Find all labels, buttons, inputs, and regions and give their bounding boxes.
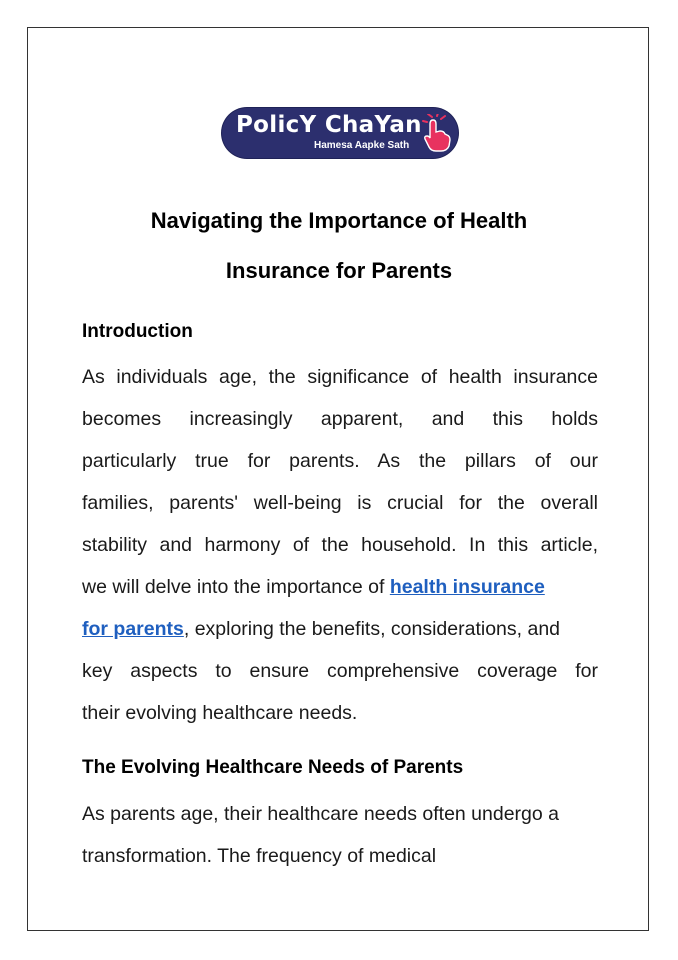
section2-line-1: As parents age, their healthcare needs often undergo a xyxy=(82,803,559,825)
intro-line-6-text: we will delve into the importance of xyxy=(82,576,390,598)
page-border xyxy=(27,27,649,931)
intro-line-5: stability and harmony of the household. In this article, xyxy=(82,534,598,556)
logo-brand-text: PolicY ChaYan xyxy=(236,112,422,138)
intro-line-8: key aspects to ensure comprehensive coverage for xyxy=(82,660,598,682)
health-insurance-link-part1[interactable]: health insurance xyxy=(389,576,545,598)
intro-line-1: As individuals age, the significance of health insurance xyxy=(82,366,598,388)
page-title-line2: Insurance for Parents xyxy=(225,258,453,283)
intro-line-9: their evolving healthcare needs. xyxy=(82,702,358,724)
introduction-heading: Introduction xyxy=(82,321,193,342)
section2-line-2: transformation. The frequency of medical xyxy=(82,845,437,867)
logo-tagline: Hamesa Aapke Sath xyxy=(314,140,410,151)
intro-line-7-text: , exploring the benefits, considerations, and xyxy=(183,618,561,640)
policy-chayan-logo xyxy=(222,108,458,158)
page-title-line1: Navigating the Importance of Health xyxy=(150,208,528,233)
intro-line-7 xyxy=(82,620,598,640)
intro-line-4: families, parents' well-being is crucial for the overall xyxy=(82,492,598,514)
intro-line-6 xyxy=(82,578,598,598)
section2-heading: The Evolving Healthcare Needs of Parents xyxy=(82,757,464,778)
intro-line-2: becomes increasingly apparent, and this holds xyxy=(82,408,598,430)
health-insurance-link-part2[interactable]: for parents xyxy=(82,618,184,640)
pointing-hand-icon xyxy=(418,114,454,152)
intro-line-3: particularly true for parents. As the pillars of our xyxy=(82,450,598,472)
